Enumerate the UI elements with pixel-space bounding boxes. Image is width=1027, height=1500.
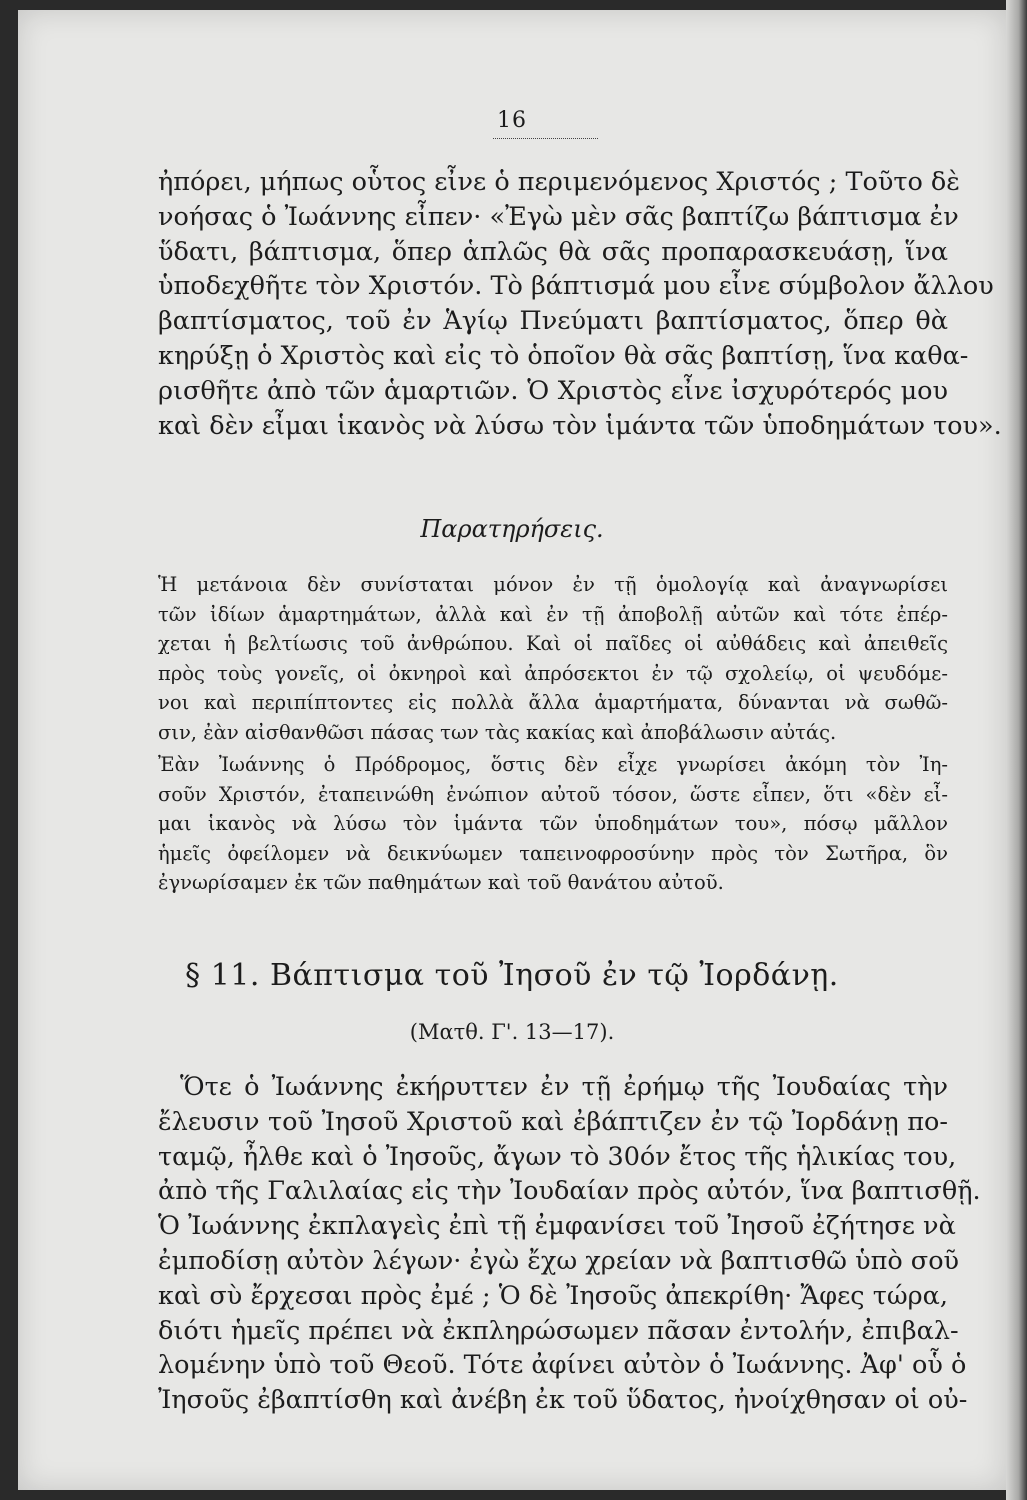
header-rule bbox=[493, 138, 598, 139]
text-line: ἐγνωρίσαμεν ἐκ τῶν παθημάτων καὶ τοῦ θανάτου αὐτοῦ. bbox=[158, 871, 724, 894]
text-line: Ὁ Ἰωάννης ἐκπλαγεὶς ἐπὶ τῇ ἐμφανίσει τοῦ Ἰησοῦ ἐζήτησε νὰ bbox=[158, 1211, 956, 1242]
text-line: σοῦν Χριστόν, ἐταπεινώθη ἐνώπιον αὐτοῦ τόσον, ὥστε εἶπεν, ὅτι «δὲν εἶ- bbox=[158, 782, 948, 806]
text-line: ἡμεῖς ὀφείλομεν νὰ δεικνύωμεν ταπεινοφροσύνην πρὸς τὸν Σωτῆρα, ὃν bbox=[158, 841, 948, 865]
text-line: ὕδατι, βάπτισμα, ὅπερ ἁπλῶς θὰ σᾶς προπαρασκευάσῃ, ἵνα bbox=[158, 236, 948, 267]
text-line: ἀπὸ τῆς Γαλιλαίας εἰς τὴν Ἰουδαίαν πρὸς αὐτόν, ἵνα βαπτισθῇ. bbox=[158, 1176, 981, 1207]
text-line: Ἐὰν Ἰωάννης ὁ Πρόδρομος, ὅστις δὲν εἶχε γνωρίσει ἀκόμη τὸν Ἰη- bbox=[158, 753, 948, 776]
text-line: τῶν ἰδίων ἁμαρτημάτων, ἀλλὰ καὶ ἐν τῇ ἀποβολῇ αὐτῶν καὶ τότε ἐπέρ- bbox=[158, 602, 948, 626]
text-line: πρὸς τοὺς γονεῖς, οἱ ὀκνηροὶ καὶ ἀπρόσεκτοι ἐν τῷ σχολείῳ, οἱ ψευδόμε- bbox=[158, 661, 948, 685]
text-line: χεται ἡ βελτίωσις τοῦ ἀνθρώπου. Καὶ οἱ παῖδες οἱ αὐθάδεις καὶ ἀπειθεῖς bbox=[158, 632, 948, 655]
page-edge-shadow bbox=[1006, 0, 1027, 1500]
text-line: καὶ σὺ ἔρχεσαι πρὸς ἐμέ ; Ὁ δὲ Ἰησοῦς ἀπεκρίθη· Ἄφες τώρα, bbox=[158, 1280, 948, 1311]
text-line: κηρύξῃ ὁ Χριστὸς καὶ εἰς τὸ ὁποῖον θὰ σᾶς βαπτίσῃ, ἵνα καθα- bbox=[158, 340, 969, 371]
text-line: Ὅτε ὁ Ἰωάννης ἐκήρυττεν ἐν τῇ ἐρήμῳ τῆς Ἰουδαίας τὴν bbox=[180, 1072, 948, 1102]
text-line: ταμῷ, ἦλθε καὶ ὁ Ἰησοῦς, ἄγων τὸ 30όν ἔτος τῆς ἡλικίας του, bbox=[158, 1141, 957, 1172]
text-line: βαπτίσματος, τοῦ ἐν Ἁγίῳ Πνεύματι βαπτίσματος, ὅπερ θὰ bbox=[158, 306, 948, 337]
text-line: νοήσας ὁ Ἰωάννης εἶπεν· «Ἐγὼ μὲν σᾶς βαπτίζω βάπτισμα ἐν bbox=[158, 201, 959, 232]
text-line: σιν, ἐὰν αἰσθανθῶσι πάσας των τὰς κακίας καὶ ἀποβάλωσιν αὐτάς. bbox=[158, 720, 837, 744]
page-number: 16 bbox=[497, 108, 527, 133]
text-line: λομένην ὑπὸ τοῦ Θεοῦ. Τότε ἀφίνει αὐτὸν ὁ Ἰωάννης. Ἀφ' οὗ ὁ bbox=[158, 1350, 967, 1381]
text-line: καὶ δὲν εἶμαι ἱκανὸς νὰ λύσω τὸν ἱμάντα τῶν ὑποδημάτων του». bbox=[158, 410, 1002, 441]
text-line: διότι ἡμεῖς πρέπει νὰ ἐκπληρώσωμεν πᾶσαν ἐντολήν, ἐπιβαλ- bbox=[158, 1315, 959, 1346]
text-line: ἠπόρει, μήπως οὗτος εἶνε ὁ περιμενόμενος Χριστός ; Τοῦτο δὲ bbox=[158, 167, 960, 197]
text-line: ἔλευσιν τοῦ Ἰησοῦ Χριστοῦ καὶ ἐβάπτιζεν ἐν τῷ Ἰορδάνῃ πο- bbox=[158, 1106, 948, 1137]
section-heading: § 11. Βάπτισμα τοῦ Ἰησοῦ ἐν τῷ Ἰορδάνῃ. bbox=[185, 958, 839, 993]
text-line: Ἡ μετάνοια δὲν συνίσταται μόνον ἐν τῇ ὁμολογίᾳ καὶ ἀναγνωρίσει bbox=[158, 573, 948, 596]
remarks-paragraph-repentance bbox=[158, 570, 948, 747]
remarks-paragraph-humility bbox=[158, 750, 948, 898]
text-line: ἐμποδίσῃ αὐτὸν λέγων· ἐγὼ ἔχω χρείαν νὰ βαπτισθῶ ὑπὸ σοῦ bbox=[158, 1245, 960, 1276]
book-page bbox=[18, 10, 1006, 1490]
paragraph-baptism-of-jesus bbox=[158, 1070, 981, 1418]
text-line: Ἰησοῦς ἐβαπτίσθη καὶ ἀνέβη ἐκ τοῦ ὕδατος, ἠνοίχθησαν οἱ οὐ- bbox=[158, 1385, 968, 1416]
text-line: ρισθῆτε ἀπὸ τῶν ἁμαρτιῶν. Ὁ Χριστὸς εἶνε ἰσχυρότερός μου bbox=[158, 375, 948, 406]
paragraph-baptism-of-john bbox=[158, 165, 1002, 443]
text-line: νοι καὶ περιπίπτοντες εἰς πολλὰ ἄλλα ἁμαρτήματα, δύνανται νὰ σωθῶ- bbox=[158, 691, 948, 714]
text-line: ὑποδεχθῆτε τὸν Χριστόν. Τὸ βάπτισμά μου εἶνε σύμβολον ἄλλου bbox=[158, 271, 994, 302]
remarks-subheading: Παρατηρήσεις. bbox=[420, 515, 604, 543]
text-line: μαι ἱκανὸς νὰ λύσω τὸν ἱμάντα τῶν ὑποδημάτων του», πόσῳ μᾶλλον bbox=[158, 812, 948, 835]
scripture-reference: (Ματθ. Γ'. 13—17). bbox=[409, 1020, 615, 1044]
